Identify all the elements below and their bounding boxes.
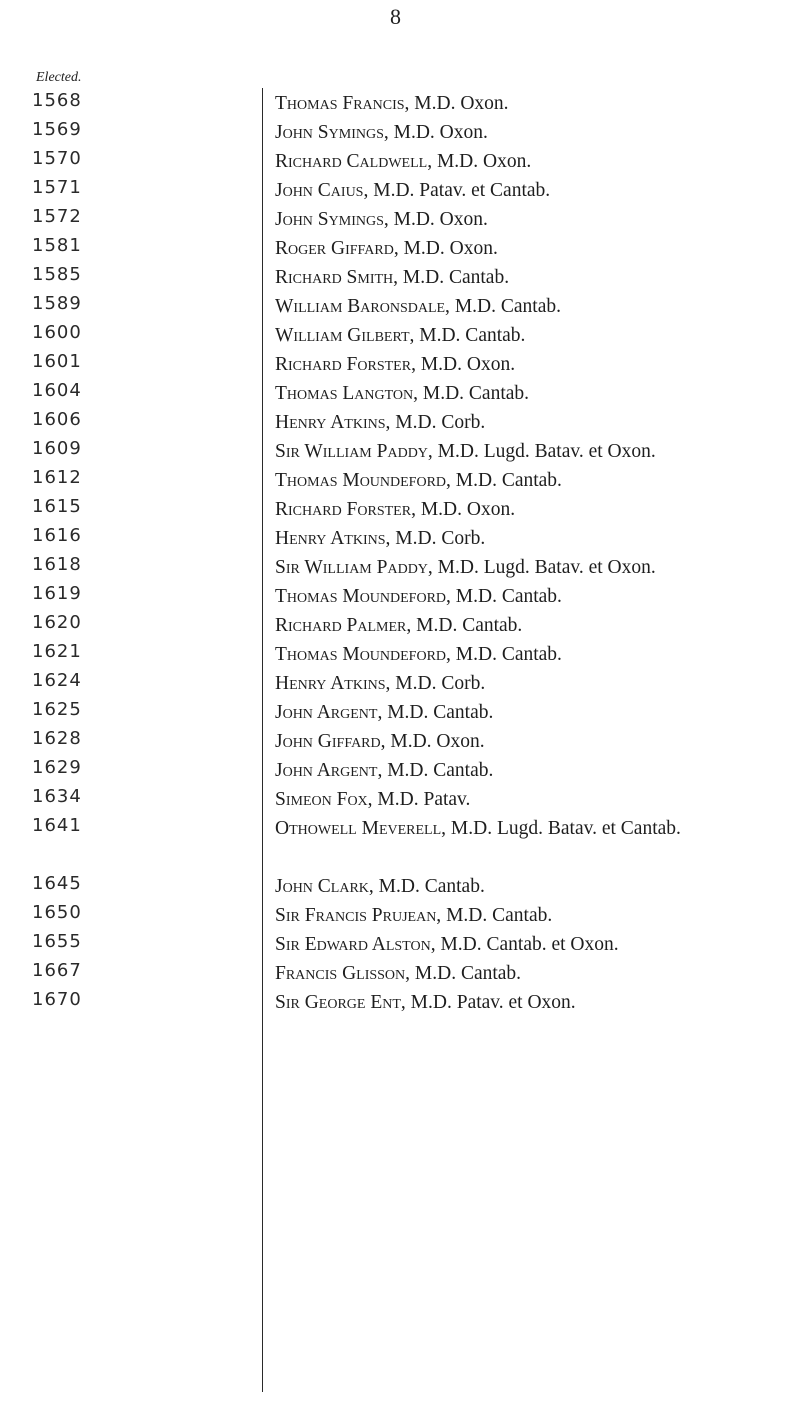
- presidents-list: [0, 88, 800, 1016]
- list-item: [0, 407, 800, 436]
- degree: M.D. Oxon.: [403, 238, 498, 259]
- president-entry: [275, 727, 775, 756]
- list-item: [0, 378, 800, 407]
- year-elected: 1571: [32, 177, 82, 198]
- list-item: [0, 871, 800, 900]
- president-name: Richard Caldwell,: [275, 151, 433, 172]
- degree: M.D. Oxon.: [420, 499, 516, 520]
- list-item: [0, 987, 800, 1016]
- president-name: Othowell Meverell,: [275, 818, 447, 839]
- president-name: Henry Atkins,: [275, 528, 391, 549]
- president-name: Sir Edward Alston,: [275, 934, 436, 955]
- degree: M.D. Oxon.: [436, 151, 532, 172]
- president-entry: [275, 640, 775, 669]
- president-name: John Symings,: [275, 122, 389, 143]
- page-number: 8: [390, 4, 401, 29]
- president-name: Richard Palmer,: [275, 615, 412, 636]
- president-entry: [275, 669, 775, 698]
- president-entry: [275, 408, 775, 437]
- degree: M.D. Lugd. Batav. et Cantab.: [450, 818, 681, 839]
- year-elected: 1600: [32, 322, 82, 343]
- year-elected: 1609: [32, 438, 82, 459]
- year-elected: 1625: [32, 699, 82, 720]
- degree: M.D. Cantab.: [455, 586, 562, 607]
- degree: M.D. Cantab.: [387, 702, 494, 723]
- degree: M.D. Patav. et Oxon.: [410, 992, 576, 1013]
- president-name: Sir George Ent,: [275, 992, 406, 1013]
- degree: M.D. Lugd. Batav. et Oxon.: [437, 441, 656, 462]
- year-elected: 1667: [32, 960, 82, 981]
- year-elected: 1621: [32, 641, 82, 662]
- year-elected: 1585: [32, 264, 82, 285]
- year-elected: 1612: [32, 467, 82, 488]
- year-elected: 1589: [32, 293, 82, 314]
- president-entry: [275, 176, 775, 205]
- president-name: Roger Giffard,: [275, 238, 399, 259]
- year-elected: 1601: [32, 351, 82, 372]
- president-entry: [275, 292, 775, 321]
- degree: M.D. Cantab.: [402, 267, 510, 288]
- degree: M.D. Cantab.: [455, 644, 562, 665]
- list-item: [0, 175, 800, 204]
- year-elected: 1670: [32, 989, 82, 1010]
- list-item: [0, 726, 800, 755]
- list-item: [0, 610, 800, 639]
- president-entry: [275, 466, 775, 495]
- list-item: [0, 552, 800, 581]
- degree: M.D. Oxon.: [390, 731, 485, 752]
- list-item: [0, 900, 800, 929]
- president-entry: [275, 582, 775, 611]
- president-entry: [275, 814, 745, 843]
- year-elected: 1568: [32, 90, 82, 111]
- president-name: John Symings,: [275, 209, 389, 230]
- president-entry: [275, 785, 775, 814]
- year-elected: 1619: [32, 583, 82, 604]
- list-item: [0, 958, 800, 987]
- degree: M.D. Cantab.: [416, 615, 523, 636]
- president-name: William Gilbert,: [275, 325, 415, 346]
- year-elected: 1641: [32, 815, 82, 836]
- list-item: [0, 697, 800, 726]
- degree: M.D. Cantab.: [455, 470, 562, 491]
- president-entry: [275, 611, 775, 640]
- president-name: John Caius,: [275, 180, 369, 201]
- president-entry: [275, 901, 775, 930]
- list-item: [0, 88, 800, 117]
- list-item: [0, 117, 800, 146]
- degree: M.D. Corb.: [395, 673, 486, 694]
- president-name: Richard Smith,: [275, 267, 399, 288]
- list-item: [0, 784, 800, 813]
- president-name: John Argent,: [275, 760, 383, 781]
- president-entry: [275, 698, 775, 727]
- year-elected: 1572: [32, 206, 82, 227]
- year-elected: 1569: [32, 119, 82, 140]
- president-entry: [275, 118, 775, 147]
- degree: M.D. Cantab.: [446, 905, 553, 926]
- president-entry: [275, 263, 775, 292]
- president-name: Thomas Moundeford,: [275, 644, 451, 665]
- list-item: [0, 146, 800, 175]
- year-elected: 1645: [32, 873, 82, 894]
- degree: M.D. Cantab.: [378, 876, 485, 897]
- list-item: [0, 929, 800, 958]
- president-entry: [275, 930, 775, 959]
- president-name: Simeon Fox,: [275, 789, 373, 810]
- president-entry: [275, 234, 775, 263]
- president-name: Henry Atkins,: [275, 412, 391, 433]
- president-entry: [275, 89, 775, 118]
- president-name: Richard Forster,: [275, 354, 416, 375]
- year-elected: 1655: [32, 931, 82, 952]
- year-elected: 1629: [32, 757, 82, 778]
- year-elected: 1634: [32, 786, 82, 807]
- degree: M.D. Cantab.: [454, 296, 561, 317]
- president-entry: [275, 959, 775, 988]
- degree: M.D. Oxon.: [393, 122, 488, 143]
- degree: M.D. Lugd. Batav. et Oxon.: [437, 557, 656, 578]
- elected-column-header: Elected.: [36, 70, 82, 85]
- degree: M.D. Cantab. et Oxon.: [440, 934, 619, 955]
- degree: M.D. Corb.: [395, 528, 486, 549]
- degree: M.D. Oxon.: [414, 93, 509, 114]
- president-entry: [275, 495, 775, 524]
- president-entry: [275, 437, 775, 466]
- president-name: Francis Glisson,: [275, 963, 411, 984]
- list-item: [0, 639, 800, 668]
- president-name: Thomas Francis,: [275, 93, 410, 114]
- year-elected: 1616: [32, 525, 82, 546]
- list-item: [0, 436, 800, 465]
- president-name: Richard Forster,: [275, 499, 416, 520]
- year-elected: 1650: [32, 902, 82, 923]
- president-name: Sir William Paddy,: [275, 557, 433, 578]
- president-entry: [275, 872, 775, 901]
- list-item: [0, 581, 800, 610]
- president-name: John Clark,: [275, 876, 374, 897]
- degree: M.D. Cantab.: [414, 963, 522, 984]
- list-item: [0, 465, 800, 494]
- president-entry: [275, 553, 775, 582]
- list-item: [0, 320, 800, 349]
- list-item: [0, 813, 800, 871]
- president-name: William Baronsdale,: [275, 296, 450, 317]
- degree: M.D. Corb.: [395, 412, 486, 433]
- president-name: John Giffard,: [275, 731, 386, 752]
- list-item: [0, 233, 800, 262]
- list-item: [0, 204, 800, 233]
- list-item: [0, 349, 800, 378]
- list-item: [0, 755, 800, 784]
- president-name: Thomas Moundeford,: [275, 586, 451, 607]
- list-item: [0, 523, 800, 552]
- degree: M.D. Cantab.: [387, 760, 494, 781]
- year-elected: 1618: [32, 554, 82, 575]
- president-name: John Argent,: [275, 702, 383, 723]
- year-elected: 1606: [32, 409, 82, 430]
- degree: M.D. Cantab.: [422, 383, 530, 404]
- degree: M.D. Patav. et Cantab.: [373, 180, 551, 201]
- president-name: Thomas Moundeford,: [275, 470, 451, 491]
- president-entry: [275, 147, 775, 176]
- list-item: [0, 262, 800, 291]
- president-entry: [275, 205, 775, 234]
- president-name: Sir Francis Prujean,: [275, 905, 442, 926]
- year-elected: 1570: [32, 148, 82, 169]
- president-entry: [275, 379, 775, 408]
- president-entry: [275, 524, 775, 553]
- year-elected: 1620: [32, 612, 82, 633]
- list-item: [0, 668, 800, 697]
- president-name: Thomas Langton,: [275, 383, 418, 404]
- list-item: [0, 291, 800, 320]
- degree: M.D. Patav.: [377, 789, 471, 810]
- year-elected: 1615: [32, 496, 82, 517]
- degree: M.D. Oxon.: [393, 209, 488, 230]
- degree: M.D. Oxon.: [420, 354, 516, 375]
- year-elected: 1628: [32, 728, 82, 749]
- president-name: Sir William Paddy,: [275, 441, 433, 462]
- year-elected: 1604: [32, 380, 82, 401]
- president-entry: [275, 988, 775, 1017]
- president-entry: [275, 350, 775, 379]
- president-name: Henry Atkins,: [275, 673, 391, 694]
- president-entry: [275, 321, 775, 350]
- president-entry: [275, 756, 775, 785]
- degree: M.D. Cantab.: [419, 325, 526, 346]
- list-item: [0, 494, 800, 523]
- year-elected: 1581: [32, 235, 82, 256]
- year-elected: 1624: [32, 670, 82, 691]
